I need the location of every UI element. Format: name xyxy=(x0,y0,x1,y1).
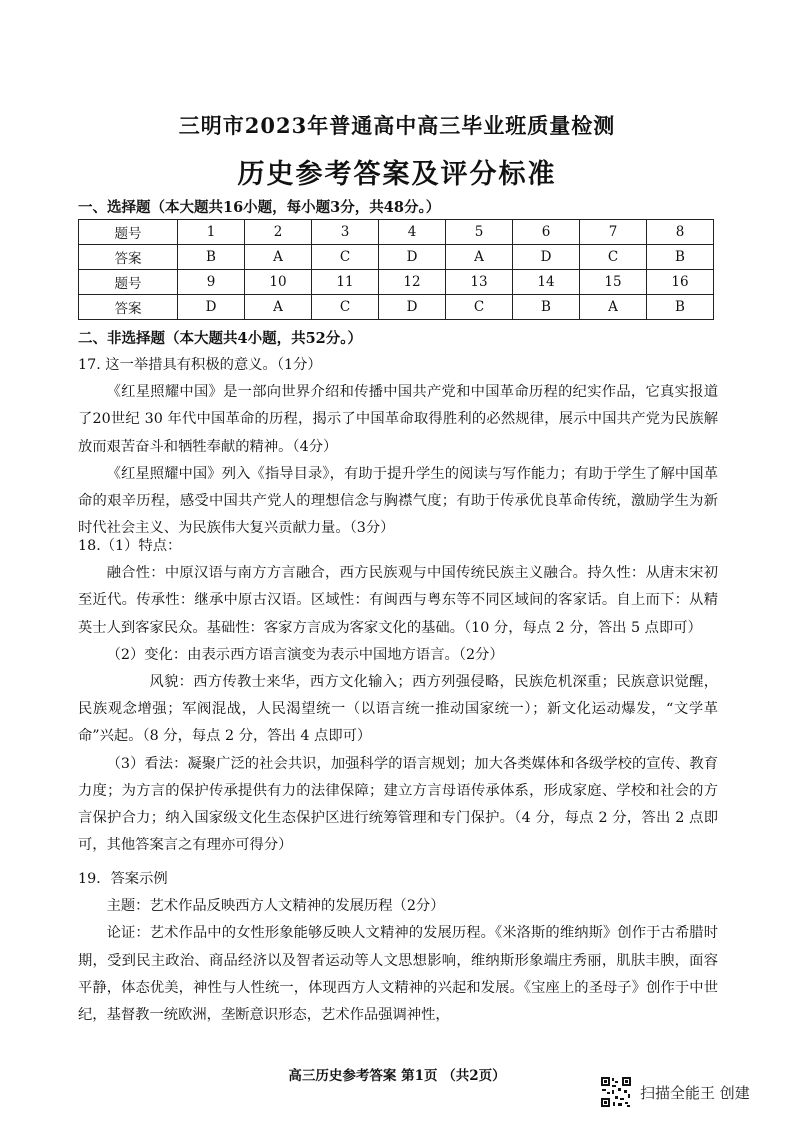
table-cell: C xyxy=(580,245,647,270)
table-cell: B xyxy=(647,295,714,320)
row-header: 题号 xyxy=(79,270,178,295)
answer-table-row xyxy=(79,245,714,270)
q18-paragraph: （3）看法：凝聚广泛的社会共识，加强科学的语言规划；加大各类媒体和各级学校的宣传、教育力度；为方言的保护传承提供有力的法律保障；建立方言母语传承体系，形成家庭、学校和社会的方言保护合力；纳入国家级文化生态保护区进行统筹管理和专门保护。（4 分，每点 2 分，答出 2 点即可，其他答案言之有理亦可得分） xyxy=(78,755,718,854)
q17-paragraph: 《红星照耀中国》是一部向世界介绍和传播中国共产党和中国革命历程的纪实作品，它真实报道了20世纪 30 年代中国革命的历程，揭示了中国革命取得胜利的必然规律，展示中国共产党为民族解放而艰苦奋斗和牺牲奉献的精神。（4分） xyxy=(78,384,718,455)
table-cell: 15 xyxy=(580,270,647,295)
q18-paragraph: 融合性：中原汉语与南方方言融合，西方民族观与中国传统民族主义融合。持久性：从唐末宋初至近代。传承性：继承中原古汉语。区域性：有闽西与粤东等不同区域间的客家话。自上而下：从精英士人到客家民众。基础性：客家方言成为客家文化的基础。（10 分，每点 2 分，答出 5 点即可） xyxy=(78,565,718,636)
table-cell: C xyxy=(312,295,379,320)
question-17 xyxy=(78,352,718,542)
table-cell: D xyxy=(178,295,245,320)
table-cell: 1 xyxy=(178,220,245,245)
row-header: 题号 xyxy=(79,220,178,245)
scanner-watermark: 扫描全能王 创建 xyxy=(640,1084,750,1102)
table-cell: A xyxy=(245,295,312,320)
table-cell: D xyxy=(513,245,580,270)
row-header: 答案 xyxy=(79,245,178,270)
answer-table-row xyxy=(79,270,714,295)
table-cell: 3 xyxy=(312,220,379,245)
qr-code-icon xyxy=(600,1076,632,1108)
table-cell: 13 xyxy=(446,270,513,295)
page-footer: 高三历史参考答案 第1页 （共2页） xyxy=(288,1068,506,1084)
answer-table xyxy=(78,219,714,320)
document-title: 历史参考答案及评分标准 xyxy=(237,159,557,190)
table-cell: B xyxy=(513,295,580,320)
answer-table-row xyxy=(79,295,714,320)
table-cell: 9 xyxy=(178,270,245,295)
answer-table-row xyxy=(79,220,714,245)
table-cell: B xyxy=(647,245,714,270)
question-19 xyxy=(78,866,718,1029)
table-cell: 6 xyxy=(513,220,580,245)
section1-heading: 一、选择题（本大题共16小题，每小题3分，共48分。） xyxy=(78,199,441,216)
table-cell: A xyxy=(245,245,312,270)
q18-line: （2）变化：由表示西方语言演变为表示中国地方语言。（2分） xyxy=(106,646,504,663)
table-cell: C xyxy=(312,245,379,270)
table-cell: D xyxy=(379,245,446,270)
table-cell: D xyxy=(379,295,446,320)
q18-paragraph: 风貌：西方传教士来华，西方文化输入；西方列强侵略，民族危机深重；民族意识觉醒，民族观念增强；军阀混战，人民渴望统一（以语言统一推动国家统一）；新文化运动爆发，“文学革命”兴起。（8 分，每点 2 分，答出 4 点即可） xyxy=(78,674,718,745)
table-cell: 10 xyxy=(245,270,312,295)
q17-paragraph: 《红星照耀中国》列入《指导目录》，有助于提升学生的阅读与写作能力；有助于学生了解中国革命的艰辛历程，感受中国共产党人的理想信念与胸襟气度；有助于传承优良革命传统，激励学生为新时代社会主义、为民族伟大复兴贡献力量。（3分） xyxy=(78,465,718,537)
table-cell: 14 xyxy=(513,270,580,295)
table-cell: 8 xyxy=(647,220,714,245)
table-cell: 16 xyxy=(647,270,714,295)
question-18 xyxy=(78,533,718,859)
section2-heading: 二、非选择题（本大题共4小题，共52分。） xyxy=(78,330,363,347)
table-cell: 7 xyxy=(580,220,647,245)
table-cell: 11 xyxy=(312,270,379,295)
table-cell: 2 xyxy=(245,220,312,245)
q19-line: 19．答案示例 xyxy=(78,871,168,887)
table-cell: A xyxy=(446,245,513,270)
row-header: 答案 xyxy=(79,295,178,320)
table-cell: 12 xyxy=(379,270,446,295)
table-cell: B xyxy=(178,245,245,270)
q19-line: 主题：艺术作品反映西方人文精神的发展历程（2分） xyxy=(106,898,445,915)
table-cell: A xyxy=(580,295,647,320)
table-cell: 5 xyxy=(446,220,513,245)
table-cell: 4 xyxy=(379,220,446,245)
q18-line: 18.（1）特点： xyxy=(78,538,182,554)
q17-line: 17. 这一举措具有积极的意义。（1分） xyxy=(78,357,322,373)
q19-paragraph: 论证：艺术作品中的女性形象能够反映人文精神的发展历程。《米洛斯的维纳斯》创作于古希腊时期，受到民主政治、商品经济以及智者运动等人文思想影响，维纳斯形象端庄秀丽，肌肤丰腴，面容平静，体态优美，神性与人性统一，体现西方人文精神的兴起和发展。《宝座上的圣母子》创作于中世纪，基督教一统欧洲，垄断意识形态，艺术作品强调神性， xyxy=(78,925,718,1024)
exam-title: 三明市2023年普通高中高三毕业班质量检测 xyxy=(178,113,616,138)
table-cell: C xyxy=(446,295,513,320)
